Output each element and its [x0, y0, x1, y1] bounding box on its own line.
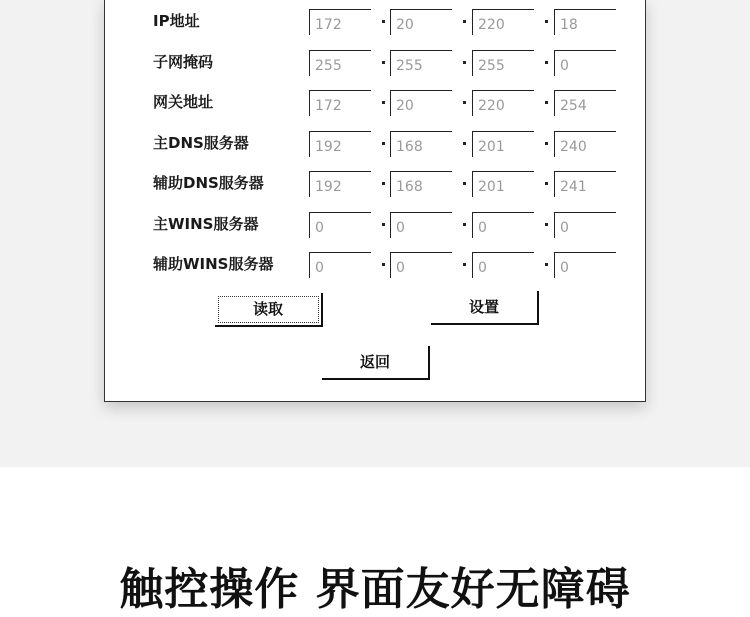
primary-dns-octet-4[interactable] [554, 131, 616, 157]
octet-separator [463, 61, 466, 64]
ip-address-octet-3[interactable] [472, 9, 534, 35]
subnet-mask-row [105, 50, 645, 76]
octet-separator [545, 20, 548, 23]
octet-separator [545, 101, 548, 104]
octet-separator [382, 263, 385, 266]
promo-headline: 触控操作 界面友好无障碍 [119, 564, 631, 615]
read-button[interactable] [215, 293, 323, 327]
set-button[interactable] [431, 291, 539, 325]
octet-separator [382, 142, 385, 145]
ip-address-octet-4[interactable] [554, 9, 616, 35]
octet-separator [545, 142, 548, 145]
octet-separator [463, 263, 466, 266]
secondary-dns-label: 辅助DNS服务器 [153, 174, 264, 192]
subnet-mask-octet-3[interactable] [472, 50, 534, 76]
octet-separator [545, 61, 548, 64]
secondary-wins-octet-4[interactable] [554, 252, 616, 278]
subnet-mask-label: 子网掩码 [153, 53, 214, 71]
secondary-wins-octet-3[interactable] [472, 252, 534, 278]
ip-address-octet-1[interactable] [309, 9, 371, 35]
primary-wins-octet-2[interactable] [390, 212, 452, 238]
network-settings-dialog [104, 0, 646, 402]
secondary-wins-row [105, 252, 645, 278]
subnet-mask-octet-4[interactable] [554, 50, 616, 76]
gateway-octet-3[interactable] [472, 90, 534, 116]
back-button-label: 返回 [359, 353, 390, 371]
octet-separator [382, 20, 385, 23]
secondary-dns-row [105, 171, 645, 197]
primary-dns-octet-2[interactable] [390, 131, 452, 157]
subnet-mask-octet-1[interactable] [309, 50, 371, 76]
secondary-dns-octet-2[interactable] [390, 171, 452, 197]
octet-separator [382, 223, 385, 226]
octet-separator [382, 182, 385, 185]
gateway-row [105, 90, 645, 116]
octet-separator [463, 101, 466, 104]
octet-separator [463, 182, 466, 185]
octet-separator [382, 61, 385, 64]
gateway-octet-4[interactable] [554, 90, 616, 116]
octet-separator [545, 263, 548, 266]
octet-separator [545, 223, 548, 226]
secondary-wins-octet-2[interactable] [390, 252, 452, 278]
gateway-octet-1[interactable] [309, 90, 371, 116]
back-button[interactable] [322, 346, 430, 380]
secondary-dns-octet-1[interactable] [309, 171, 371, 197]
octet-separator [463, 223, 466, 226]
primary-dns-octet-1[interactable] [309, 131, 371, 157]
ip-address-octet-2[interactable] [390, 9, 452, 35]
ip-address-label: IP地址 [153, 12, 200, 30]
subnet-mask-octet-2[interactable] [390, 50, 452, 76]
secondary-dns-octet-4[interactable] [554, 171, 616, 197]
primary-wins-label: 主WINS服务器 [153, 215, 259, 233]
primary-wins-octet-4[interactable] [554, 212, 616, 238]
set-button-label: 设置 [468, 298, 499, 316]
gateway-label: 网关地址 [153, 93, 214, 111]
primary-dns-label: 主DNS服务器 [153, 134, 249, 152]
octet-separator [382, 101, 385, 104]
primary-dns-octet-3[interactable] [472, 131, 534, 157]
primary-wins-octet-1[interactable] [309, 212, 371, 238]
ip-address-row [105, 9, 645, 35]
secondary-wins-octet-1[interactable] [309, 252, 371, 278]
octet-separator [463, 20, 466, 23]
read-button-label: 读取 [252, 300, 283, 318]
gateway-octet-2[interactable] [390, 90, 452, 116]
secondary-dns-octet-3[interactable] [472, 171, 534, 197]
primary-wins-row [105, 212, 645, 238]
octet-separator [545, 182, 548, 185]
primary-dns-row [105, 131, 645, 157]
primary-wins-octet-3[interactable] [472, 212, 534, 238]
octet-separator [463, 142, 466, 145]
secondary-wins-label: 辅助WINS服务器 [153, 255, 274, 273]
